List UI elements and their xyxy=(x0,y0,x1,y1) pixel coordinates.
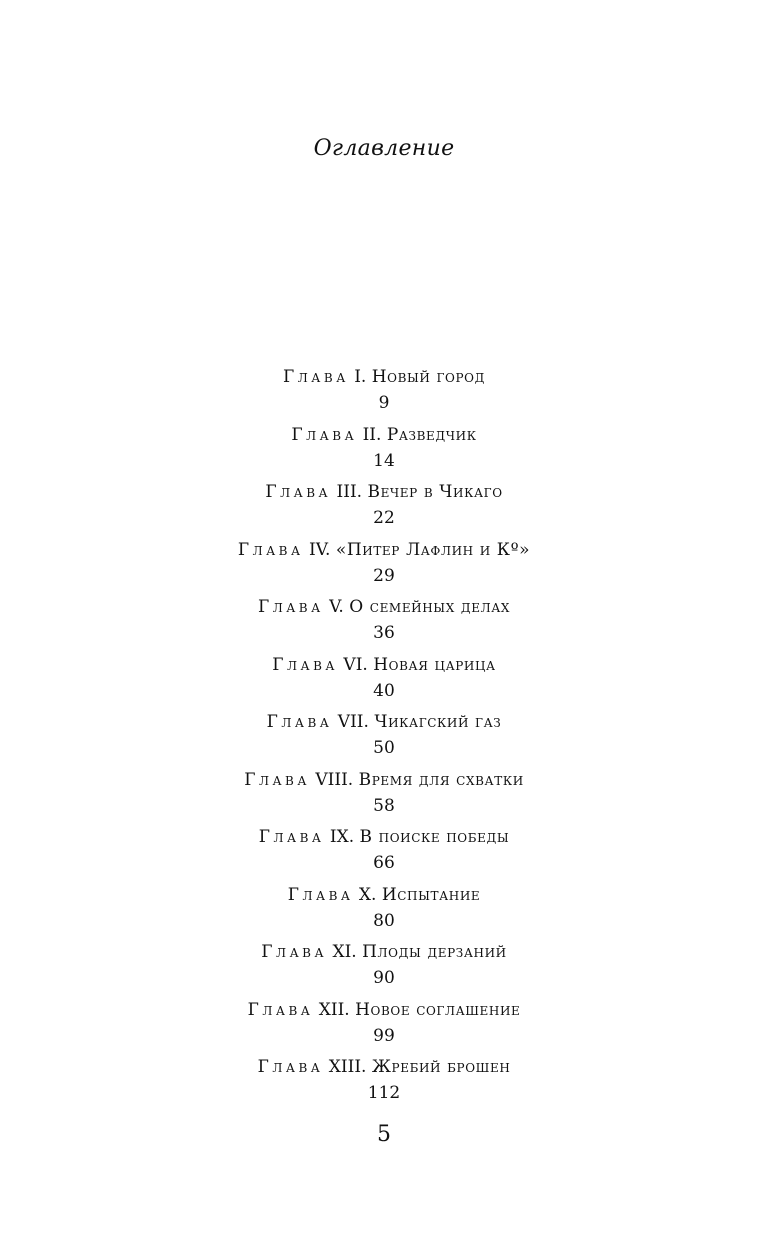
toc-title: Оглавление xyxy=(313,136,455,161)
chapter-label: Глава xyxy=(237,539,304,560)
chapter-page: 58 xyxy=(373,795,395,816)
chapter-numeral: IX. xyxy=(329,827,355,847)
chapter-numeral: II. xyxy=(362,424,382,445)
chapter-label: Глава xyxy=(247,999,314,1020)
chapter-page: 29 xyxy=(373,565,395,586)
chapter-name: Новый город xyxy=(371,367,485,387)
chapter-numeral: XII. xyxy=(318,999,350,1020)
toc-chapter-line xyxy=(0,823,768,851)
chapter-numeral: III. xyxy=(336,482,363,502)
chapter-numeral: V. xyxy=(329,597,344,617)
chapter-page: 90 xyxy=(373,968,395,988)
chapter-page: 14 xyxy=(373,450,395,471)
chapter-label: Глава xyxy=(272,654,339,675)
chapter-numeral: X. xyxy=(358,884,377,905)
chapter-name: Новое соглашение xyxy=(355,999,521,1020)
chapter-label: Глава xyxy=(283,367,349,387)
chapter-name: Вечер в Чикаго xyxy=(367,482,503,502)
toc-entry[interactable] xyxy=(0,881,768,939)
toc-entry[interactable] xyxy=(0,363,768,421)
toc-entry[interactable] xyxy=(0,1053,768,1111)
toc-chapter-line xyxy=(0,421,768,449)
chapter-numeral: VIII. xyxy=(315,769,354,790)
toc-entry[interactable] xyxy=(0,938,768,996)
chapter-numeral: IV. xyxy=(308,539,331,560)
toc-entry[interactable] xyxy=(0,421,768,479)
toc-entry[interactable] xyxy=(0,478,768,536)
chapter-numeral: XIII. xyxy=(328,1057,367,1077)
toc-entry[interactable] xyxy=(0,823,768,881)
chapter-page: 40 xyxy=(373,680,395,701)
toc-chapter-line xyxy=(0,536,768,564)
toc-chapter-line xyxy=(0,708,768,736)
toc-chapter-line xyxy=(0,593,768,621)
chapter-name: Новая царица xyxy=(373,654,496,675)
toc-chapter-line xyxy=(0,938,768,966)
toc-chapter-line xyxy=(0,651,768,679)
toc-entry[interactable] xyxy=(0,708,768,766)
chapter-name: Испытание xyxy=(381,884,481,905)
chapter-label: Глава xyxy=(244,769,310,790)
toc-chapter-line xyxy=(0,881,768,909)
chapter-label: Глава xyxy=(266,712,333,732)
chapter-name: Жребий брошен xyxy=(371,1057,511,1077)
toc-chapter-line xyxy=(0,1053,768,1081)
chapter-name: Чикагский газ xyxy=(374,712,502,732)
chapter-page: 9 xyxy=(378,393,390,413)
toc-entry[interactable] xyxy=(0,651,768,709)
chapter-name: Плоды дерзаний xyxy=(362,942,507,962)
chapter-label: Глава xyxy=(287,884,354,905)
toc-list xyxy=(0,363,768,1111)
chapter-label: Глава xyxy=(257,1057,324,1077)
chapter-page: 80 xyxy=(373,910,395,931)
chapter-page: 99 xyxy=(373,1025,395,1046)
chapter-label: Глава xyxy=(265,482,332,502)
chapter-label: Глава xyxy=(261,942,328,962)
toc-chapter-line xyxy=(0,996,768,1024)
toc-chapter-line xyxy=(0,363,768,391)
chapter-page: 112 xyxy=(367,1083,401,1103)
chapter-name: Время для схватки xyxy=(358,769,524,790)
chapter-name: Разведчик xyxy=(386,424,477,445)
chapter-page: 22 xyxy=(373,508,395,528)
toc-chapter-line xyxy=(0,766,768,794)
chapter-label: Глава xyxy=(258,827,325,847)
chapter-numeral: VI. xyxy=(343,654,368,675)
toc-entry[interactable] xyxy=(0,766,768,824)
chapter-page: 36 xyxy=(373,623,395,643)
chapter-name: О семейных делах xyxy=(349,597,511,617)
chapter-page: 50 xyxy=(373,738,395,758)
chapter-label: Глава xyxy=(291,424,358,445)
chapter-numeral: I. xyxy=(354,367,367,387)
chapter-name: «Питер Лафлин и Кº» xyxy=(335,539,531,560)
chapter-page: 66 xyxy=(373,853,395,873)
chapter-numeral: VII. xyxy=(337,712,369,732)
toc-entry[interactable] xyxy=(0,593,768,651)
chapter-numeral: XI. xyxy=(332,942,357,962)
chapter-label: Глава xyxy=(257,597,324,617)
chapter-name: В поиске победы xyxy=(359,827,510,847)
toc-entry[interactable] xyxy=(0,536,768,594)
toc-chapter-line xyxy=(0,478,768,506)
page-number: 5 xyxy=(377,1122,391,1147)
toc-entry[interactable] xyxy=(0,996,768,1054)
